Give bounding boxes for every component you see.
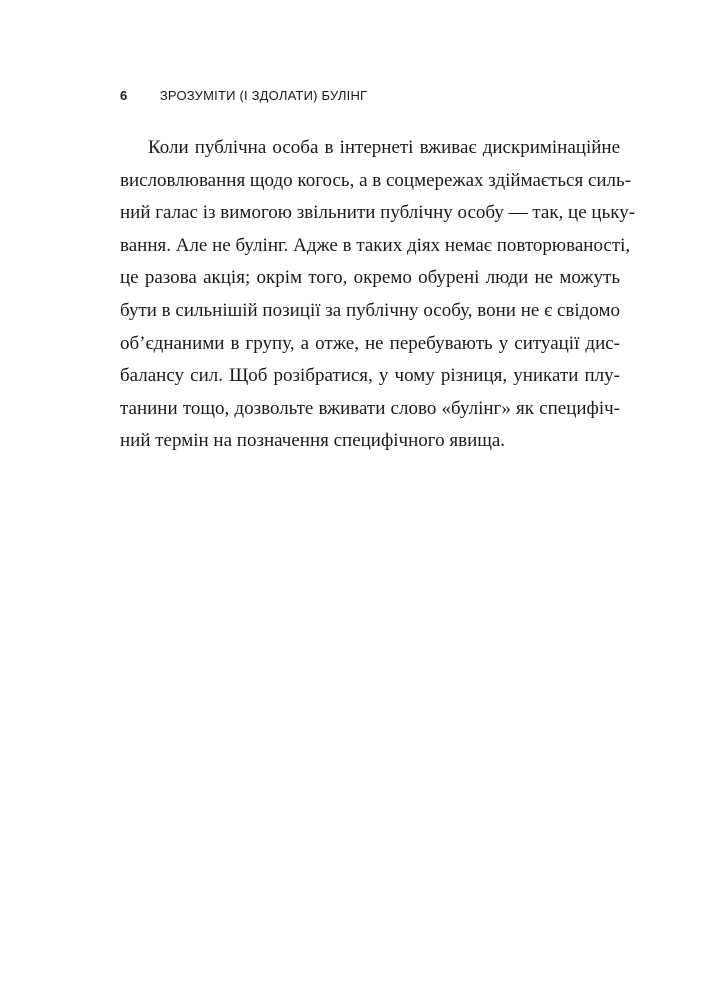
paragraph-line: це разова акція; окрім того, окремо обурені люди не можуть xyxy=(120,267,620,289)
running-head xyxy=(120,88,367,103)
paragraph-line: об’єднаними в групу, а отже, не перебувають у ситуації дис- xyxy=(120,332,620,354)
paragraph-line: ний термін на позначення специфічного явища. xyxy=(120,430,506,452)
page-number: 6 xyxy=(120,88,128,103)
paragraph-line: танини тощо, дозвольте вживати слово «булінг» як специфіч- xyxy=(120,397,620,419)
paragraph-line: висловлювання щодо когось, а в соцмережах здіймається силь- xyxy=(120,169,632,191)
body-paragraph xyxy=(120,132,636,458)
paragraph-line: вання. Але не булінг. Адже в таких діях немає повторюваності, xyxy=(120,234,631,256)
book-title: ЗРОЗУМІТИ (І ЗДОЛАТИ) БУЛІНГ xyxy=(159,88,368,103)
paragraph-line: балансу сил. Щоб розібратися, у чому різниця, уникати плу- xyxy=(120,365,620,387)
paragraph-line: бути в сильнішій позиції за публічну особу, вони не є свідомо xyxy=(120,299,620,321)
paragraph-line: ний галас із вимогою звільнити публічну особу — так, це цьку- xyxy=(120,202,636,224)
paragraph-line: Коли публічна особа в інтернеті вживає дискримінаційне xyxy=(148,137,620,158)
